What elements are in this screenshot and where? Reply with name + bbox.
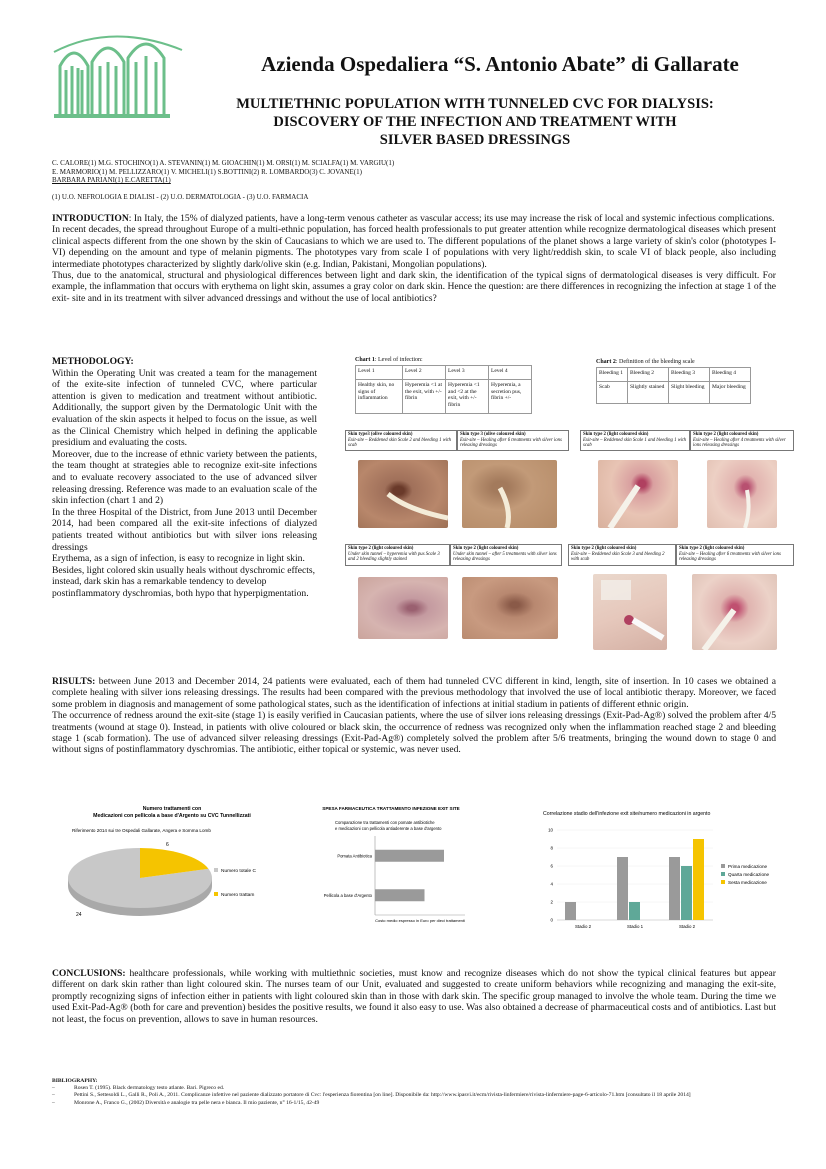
title-line: SILVER BASED DRESSINGS: [379, 132, 571, 148]
y-tick-label: 10: [548, 827, 553, 833]
hospital-name: Azienda Ospedaliera “S. Antonio Abate” di Gallarate: [261, 52, 739, 76]
chart1-header: Level 4: [489, 366, 532, 380]
bibliography-heading: BIBLIOGRAPHY:: [52, 1078, 98, 1084]
catheter-icon: [462, 460, 557, 528]
wound-photo: [598, 460, 678, 528]
caption-title: Skin type 2 (light coloured skin): [679, 546, 745, 551]
caption-text: Exit-site – Reddened skin Scale 1 and bleeding 1 with scab: [583, 437, 686, 449]
chart1-title: [355, 357, 532, 363]
category-label: Pellicola a base d'Argento: [323, 892, 372, 898]
chart2-title: [596, 359, 751, 365]
bibliography-text: Rosen T. (1995). Black dermatology testo atlante. Bari. Pigreco ed.: [74, 1085, 225, 1092]
bullet-dash: –: [52, 1092, 55, 1099]
chart1-header: Level 3: [446, 366, 489, 380]
bibliography-item: [52, 1100, 776, 1107]
chart2-cell: Slight bleeding: [669, 382, 710, 404]
wound-photo: [707, 460, 777, 528]
caption-text: Exit-site – Reddened skin Scale 3 and bleeding 2 with scab: [571, 551, 665, 563]
legend-swatch: [721, 872, 725, 876]
conclusions-heading: CONCLUSIONS:: [52, 968, 126, 979]
chart2-header: Bleeding 3: [669, 368, 710, 382]
affiliations: (1) U.O. NEFROLOGIA E DIALISI - (2) U.O. DERMATOLOGIA - (3) U.O. FARMACIA: [52, 193, 309, 201]
wound-photo: [462, 577, 558, 639]
chart2-cell: Slightly stained: [628, 382, 669, 404]
authors: [52, 159, 472, 185]
wound-photo: [358, 577, 448, 639]
caption-text: Exit-site – Healing after 6 treatments with silver ions releasing dressings: [460, 437, 562, 449]
chart1-cell: Healthy skin, no signs of inflammation: [356, 380, 403, 414]
caption-title: Skin type3 (olive coloured skin): [348, 432, 413, 437]
chart1-header: Level 1: [356, 366, 403, 380]
chart-title: Correlazione stadio dell'infezione exit site/numero medicazioni in argento: [543, 811, 711, 817]
photo-caption: [690, 430, 794, 451]
chart1-table: [355, 357, 532, 414]
authors-line: BARBARA PARIANI(1) E.CARETTA(1): [52, 176, 171, 185]
category-label: Stadio 2: [574, 924, 592, 928]
cost-bar-chart: [305, 800, 477, 925]
wound-photo: [692, 574, 777, 650]
legend-swatch: [721, 880, 725, 884]
chart1-title-bold: Chart 1: [355, 357, 375, 363]
chart-title: Numero trattamenti con: [142, 806, 202, 812]
results-text: between June 2013 and December 2014, 24 patients were evaluated, each of them had tunneled CVC different in kind, length, site of insertion. In 10 cases we obtained a complete healing with silver ions releasing dressings. The results had been compared with the previous methodology that involved the use of local antibiotic therapy. Moreover, we faced some problem in diagnosis and management of some pathological states, such as the identification of infections at initial stadium in patients of different ethnic origin.: [52, 676, 776, 710]
caption-title: Skin type 2 (light coloured skin): [571, 546, 637, 551]
legend-label: Quarta medicazione: [728, 872, 770, 877]
bibliography-text: Pettini S., Settesoldi L., Galli R., Poli A., 2011. Complicanze infettive nel paziente dializzato portatore di Cvc: l'esperienza fiorentina [on line]. Disponibile da: http://www.ipasvi.it/ecm/rivista-linfermiere/rivista-linfermiere-page-6-articolo-71.htm [consultato il 18 aprile 2014]: [74, 1092, 691, 1099]
chart1-cell: Hyperemia, a secretion pus, fibrin +/-: [489, 380, 532, 414]
chart2-header: Bleeding 2: [628, 368, 669, 382]
pie-data-label: 24: [76, 912, 82, 918]
bullet-dash: –: [52, 1085, 55, 1092]
catheter-icon: [358, 460, 448, 528]
authors-line: E. MARMORIO(1) M. PELLIZZARO(1) V. MICHELI(1) S.BOTTINI(2) R. LOMBARDO(3) C. JOVANE(1): [52, 167, 362, 176]
results-paragraph: [52, 676, 776, 710]
results-section: [52, 676, 776, 756]
legend-swatch: [721, 864, 725, 868]
authors-line: C. CALORE(1) M.G. STOCHINO(1) A. STEVANIN(1) M. GIOACHIN(1) M. ORSI(1) M. SCIALFA(1) M. VARGIU(1): [52, 159, 395, 167]
caption-text: Exit-site – Healing after 6 treatments with silver ions releasing dressings: [679, 551, 781, 563]
legend-label: Prima medicazione: [728, 864, 768, 869]
intro-paragraph: In recent decades, the spread throughout Europe of a multi-ethnic population, has forced health professionals to put greater attention while recognize dermatological diseases which present clinical aspects different from the one shown by the skin of Caucasians to which we are used to. The different populations of the planet shows a large variety of skin's color (phototypes I-VI) depending on the amount and type of melanin pigments. The phototypes vary from scale I of populations with very light/reddish skin, to scale VI of black people, also including intermediate phototypes characterized by slightly dark/olive skin (e.g. Indian, Pakistani, Mongolian populations).: [52, 224, 776, 270]
caption-title: Skin type 3 (olive coloured skin): [460, 432, 526, 437]
category-label: Stadio 2: [678, 924, 696, 928]
catheter-icon: [593, 574, 667, 650]
bar: [565, 902, 576, 920]
pie-data-label: 6: [166, 842, 169, 848]
bar: [375, 850, 444, 862]
hospital-logo: [52, 26, 192, 121]
photo-caption: [580, 430, 690, 451]
chart2-cell: Major bleeding: [710, 382, 751, 404]
chart1-header: Level 2: [403, 366, 446, 380]
methodology-paragraph: Within the Operating Unit was created a team for the management of the exite-site infection of tunneled CVC, where particular attention is given to medication and treatment without antibiotic. Additionally, the support given by the Dermatologic Unit with the evaluation of the skin aspects it helped to focus on the issue, as well as the Clinical Chemistry which helped in defining the applicable presidium and evaluating the costs.: [52, 367, 317, 449]
bar: [629, 902, 640, 920]
bar: [375, 889, 425, 901]
chart-subtitle: e medicazioni con pellicola antiaderente a base d'argento: [335, 826, 442, 831]
chart2-table: [596, 359, 751, 404]
intro-text: : In Italy, the 15% of dialyzed patients, have a long-term venous catheter as vascular access; its use may increase the risk of local and systemic infectious complications.: [128, 213, 775, 224]
intro-heading: INTRODUCTION: [52, 213, 129, 224]
chart2-header: Bleeding 1: [597, 368, 628, 382]
wound-photo: [462, 460, 557, 528]
methodology-heading: [52, 356, 317, 368]
y-tick-label: 6: [550, 863, 553, 869]
introduction-section: [52, 213, 776, 304]
photo-caption: [345, 544, 450, 566]
caption-title: Skin type 2 (light coloured skin): [583, 432, 649, 437]
bibliography-text: Monrone A., Franco G., (2002) Diversità e analogie tra pelle nera e bianca. Il mio paziente, n° 16-1/15, 42-49: [74, 1099, 320, 1106]
chart2-title-bold: Chart 2: [596, 359, 616, 365]
intro-paragraph: [52, 213, 776, 224]
legend-label: Numero trattam: [221, 893, 255, 898]
bullet-dash: –: [52, 1099, 55, 1106]
chart-subtitle: Riferimento 2014 sui tre Ospedali Gallarate, Angera e Somma Lomb: [72, 828, 211, 833]
photo-caption: [450, 544, 562, 566]
stage-bar-chart: [533, 808, 779, 928]
chart-subtitle: Comparazione tra trattamenti con pomate antibiotiche: [335, 820, 435, 825]
caption-text: Under skin tunnel – after 5 treatments with silver ions releasing dressings: [453, 551, 557, 563]
y-tick-label: 0: [550, 917, 553, 923]
caption-title: Skin type 2 (light coloured skin): [453, 546, 519, 551]
methodology-paragraph: Erythema, as a sign of infection, is easy to recognize in light skin. Besides, light colored skin usually heals without dyschromic effects, instead, dark skin has a remarkable tendency to develop postinflammatory dyschromias, both hypo that hyperpigmentation.: [52, 553, 316, 599]
bar: [681, 866, 692, 920]
category-label: Stadio 1: [626, 924, 644, 928]
chart2-cell: Scab: [597, 382, 628, 404]
y-tick-label: 2: [550, 899, 553, 905]
wound-photo: [593, 574, 667, 650]
x-axis-label: Costo medio espresso in Euro per dieci trattamenti: [375, 918, 465, 923]
conclusions-section: [52, 968, 776, 1025]
caption-text: Exit-site – Reddened skin Scale 2 and bleeding 1 with scab: [348, 437, 451, 449]
caption-text: Under skin tunnel – hyperemia with pus Scale 3 and 2 bleeding slightly stained: [348, 551, 440, 563]
pie-chart: [52, 800, 267, 920]
photo-caption: [345, 430, 457, 451]
conclusions-paragraph: [52, 968, 776, 1025]
poster-title: [195, 95, 755, 149]
legend-swatch: [214, 868, 218, 872]
methodology-section: [52, 356, 317, 599]
catheter-icon: [598, 460, 678, 528]
methodology-paragraph: In the three Hospital of the District, from June 2013 until December 2014, had been compared all the exit-site infections of dialyzed patients treated without antibiotics but with silver ions releasing dressings: [52, 506, 317, 553]
chart2-title-rest: : Definition of the bleeding scale: [615, 359, 695, 365]
y-tick-label: 8: [550, 845, 553, 851]
chart-title: SPESA FARMACEUTICA TRATTAMENTO INFEZIONE EXIT SITE: [322, 806, 460, 811]
bar: [693, 839, 704, 920]
wound-photo: [358, 460, 448, 528]
title-line: DISCOVERY OF THE INFECTION AND TREATMENT WITH: [273, 114, 677, 130]
legend-label: Sesta medicazione: [728, 880, 767, 885]
caption-title: Skin type 2 (light coloured skin): [348, 546, 414, 551]
photo-caption: [457, 430, 569, 451]
legend-swatch: [214, 892, 218, 896]
chart2-header: Bleeding 4: [710, 368, 751, 382]
intro-paragraph: Thus, due to the anatomical, structural and physiological differences between light and dark skin, the identification of the typical signs of dermatological diseases is very difficult. For example, the inflammation that occurs with erythema on light skin, assumes a gray color on dark skin. Hence the question: are there differences in recognizing the infection at stage 1 of the exit- site and in its treatment with silver advanced dressings and without the use of local antibiotics?: [52, 270, 776, 304]
chart1-cell: Hyperemia <1 and <2 at the exit, with +/- fibrin: [446, 380, 489, 414]
bar: [669, 857, 680, 920]
results-heading: RISULTS:: [52, 676, 96, 687]
chart-title: Medicazioni con pellicola a base d'Argento su CVC Tunnellizzati: [93, 813, 251, 819]
bibliography-item: [52, 1092, 776, 1099]
methodology-heading-text: METHODOLOGY:: [52, 356, 134, 367]
photo-caption: [568, 544, 676, 566]
methodology-paragraph: Moreover, due to the increase of ethnic variety between the patients, the team thought at strategies able to recognize exit-site infections and to evaluate recovery associated to the use of advanced silver releasing dressing. Reference was made to an evaluation scale of the skin infection (chart 1 and 2): [52, 448, 317, 507]
catheter-icon: [692, 574, 777, 650]
legend-label: Numero totale C: [221, 869, 256, 874]
bibliography-section: [52, 1078, 776, 1107]
chart1-cell: Hyperemia <1 at the exit, with +/- fibrin: [403, 380, 446, 414]
chart1-title-rest: : Level of infection:: [374, 357, 423, 363]
caption-title: Skin type 2 (light coloured skin): [693, 432, 759, 437]
caption-text: Exit-site – Healing after 4 treatments with silver ions releasing dressings: [693, 437, 786, 449]
category-label: Pomata Antibiotica: [337, 853, 372, 859]
y-tick-label: 4: [550, 881, 553, 887]
conclusions-text: healthcare professionals, while working with multiethnic societies, must know and recognize diseases which do not show the typical clinical features but appear different on dark skin rather than light coloured skin. The nurses team of our Unit, evaluated and suggested to create uniform behaviors while recognizing and managing the exit-site, promptly recognizing signs of infection either in patients with light coloured skin than in those with dark skin. The specific group managed to involve the whole team. During the time we used Exit-Pad-Ag® (both for care and prevention) besides the positive results, we found it also easy to use. Was also obtained a decrease of pharmaceutical costs and of antibiotics. Last but not least, the focus on prevention, allows to save in human resources.: [52, 968, 776, 1025]
title-line: MULTIETHNIC POPULATION WITH TUNNELED CVC FOR DIALYSIS:: [236, 96, 714, 112]
catheter-icon: [707, 460, 777, 528]
bar: [617, 857, 628, 920]
results-paragraph: The occurrence of redness around the exit-site (stage 1) is easily verified in Caucasian patients, where the use of silver ions releasing dressings (Exit-Pad-Ag®) solved the problem after 4/5 treatments (wound at stage 0). Instead, in patients with olive coloured or black skin, the occurrence of redness was recognized only when the inflammation reached stage 2 and bleeding stage 1 (scab formation). The use of advanced silver releasing dressings (Exit-Pad-Ag®) completely solved the problem after 5/6 treatments, bringing the wound down to stage 0 and without signs of postinflammatory dyschromias. The antibiotic, either topical or systemic, was never used.: [52, 710, 776, 756]
photo-caption: [676, 544, 794, 566]
